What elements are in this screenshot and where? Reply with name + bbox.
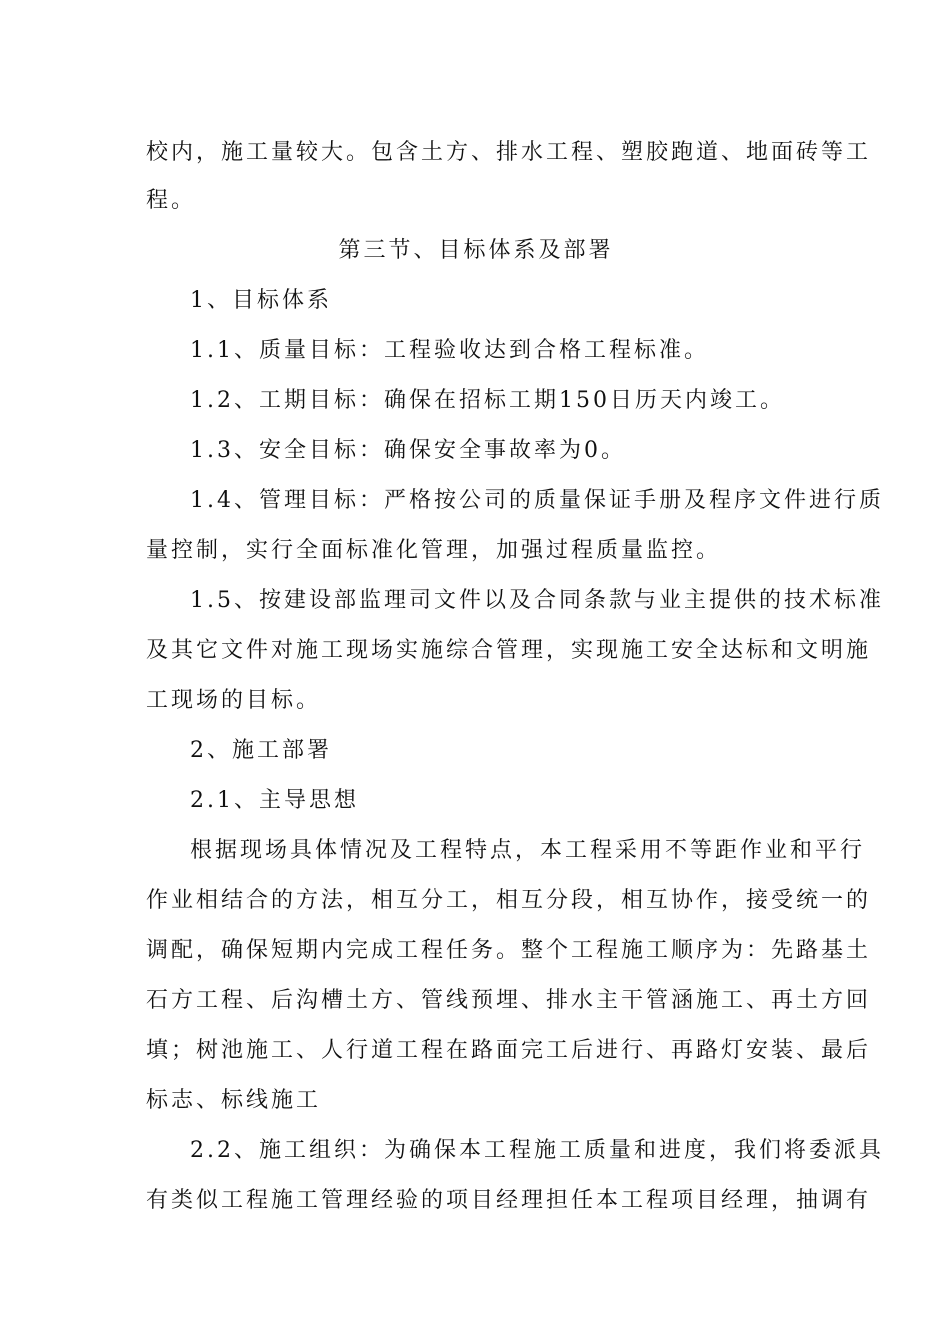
paragraph-line: 程。 xyxy=(146,188,197,213)
section-heading: 第三节、目标体系及部署 xyxy=(338,238,614,263)
paragraph-line: 校内，施工量较大。包含土方、排水工程、塑胶跑道、地面砖等工 xyxy=(146,140,872,165)
paragraph-line: 填；树池施工、人行道工程在路面完工后进行、再路灯安装、最后 xyxy=(146,1038,872,1063)
subheading: 2、施工部署 xyxy=(190,738,332,763)
paragraph-line: 标志、标线施工 xyxy=(146,1088,322,1113)
paragraph-line: 1.2、工期目标：确保在招标工期150日历天内竣工。 xyxy=(190,388,785,413)
subheading: 1、目标体系 xyxy=(190,288,332,313)
paragraph-line: 及其它文件对施工现场实施综合管理，实现施工安全达标和文明施 xyxy=(146,638,872,663)
paragraph-line: 1.4、管理目标：严格按公司的质量保证手册及程序文件进行质 xyxy=(190,488,884,513)
paragraph-line: 作业相结合的方法，相互分工，相互分段，相互协作，接受统一的 xyxy=(146,888,872,913)
subheading: 2.1、主导思想 xyxy=(190,788,359,813)
paragraph-line: 量控制，实行全面标准化管理，加强过程质量监控。 xyxy=(146,538,722,563)
paragraph-line: 1.1、质量目标：工程验收达到合格工程标准。 xyxy=(190,338,709,363)
paragraph-line: 根据现场具体情况及工程特点，本工程采用不等距作业和平行 xyxy=(190,838,866,863)
paragraph-line: 石方工程、后沟槽土方、管线预埋、排水主干管涵施工、再土方回 xyxy=(146,988,872,1013)
paragraph-line: 工现场的目标。 xyxy=(146,688,322,713)
paragraph-line: 1.3、安全目标：确保安全事故率为0。 xyxy=(190,438,626,463)
paragraph-line: 有类似工程施工管理经验的项目经理担任本工程项目经理，抽调有 xyxy=(146,1188,872,1213)
paragraph-line: 2.2、施工组织：为确保本工程施工质量和进度，我们将委派具 xyxy=(190,1138,884,1163)
paragraph-line: 调配，确保短期内完成工程任务。整个工程施工顺序为：先路基土 xyxy=(146,938,872,963)
paragraph-line: 1.5、按建设部监理司文件以及合同条款与业主提供的技术标准 xyxy=(190,588,884,613)
